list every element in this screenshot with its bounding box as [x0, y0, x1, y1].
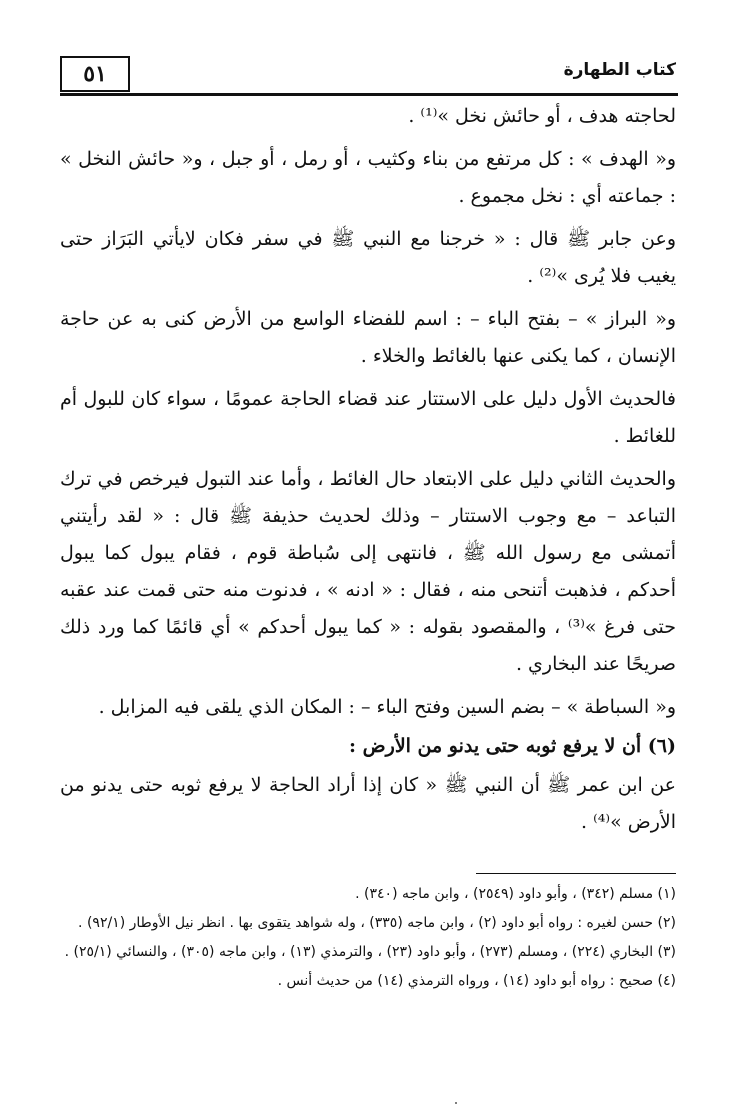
footnote: (٢) حسن لغيره : رواه أبو داود (٢) ، وابن ماجه (٣٣٥) ، وله شواهد يتقوى بها . انظر نيل الأوطار (٩٢/١) . [78, 915, 676, 931]
section-heading: (٦) أن لا يرفع ثوبه حتى يدنو من الأرض : [349, 735, 676, 757]
footnote: (٤) صحيح : رواه أبو داود (١٤) ، ورواه الترمذي (١٤) من حديث أنس . [277, 973, 676, 989]
paragraph: و« البراز » – بفتح الباء – : اسم للفضاء الواسع من الأرض كنى به عن حاجة الإنسان ، كما يكنى عنها بالغائط والخلاء . [60, 308, 676, 367]
paragraph: و« السباطة » – بضم السين وفتح الباء – : المكان الذي يلقى فيه المزابل . [98, 696, 676, 718]
paragraph: عن ابن عمر ﷺ أن النبي ﷺ « كان إذا أراد الحاجة لا يرفع ثوبه حتى يدنو من الأرض »⁽⁴⁾ . [60, 774, 676, 833]
footnote-divider [476, 873, 676, 874]
paragraph: و« الهدف » : كل مرتفع من بناء وكثيب ، أو رمل ، أو جبل ، و« حائش النخل » : جماعته أي : نخل مجموع . [60, 148, 676, 207]
paragraph: وعن جابر ﷺ قال : « خرجنا مع النبي ﷺ في سفر فكان لايأتي البَرَاز حتى يغيب فلا يُرى »⁽²⁾ . [60, 228, 676, 287]
paragraph: فالحديث الأول دليل على الاستتار عند قضاء الحاجة عمومًا ، سواء كان للبول أم للغائط . [60, 388, 676, 447]
footnotes [60, 880, 676, 996]
footnote: (٣) البخاري (٢٢٤) ، ومسلم (٢٧٣) ، وأبو داود (٢٣) ، والترمذي (١٣) ، وابن ماجه (٣٠٥) ، والنسائي (٢٥/١) . [64, 944, 676, 960]
chapter-title: كتاب الطهارة [563, 60, 676, 80]
header-divider [60, 93, 678, 96]
paragraph: لحاجته هدف ، أو حائش نخل »⁽¹⁾ . [408, 105, 676, 127]
page-number [60, 56, 130, 92]
scan-speck [455, 1102, 457, 1104]
main-text [60, 98, 676, 847]
paragraph: والحديث الثاني دليل على الابتعاد حال الغائط ، وأما عند التبول فيرخص في ترك التباعد – مع وجوب الاستتار – وذلك لحديث حذيفة ﷺ قال : « لقد رأيتني أتمشى مع رسول الله ﷺ ، فانتهى إلى سُباطة قوم ، فقام يبول كما يبول أحدكم ، فذهبت أتنحى منه ، فقال : « ادنه » ، فدنوت منه حتى قمت عند عقبه حتى فرغ »⁽³⁾ ، والمقصود بقوله : « كما يبول أحدكم » أي قائمًا كما ورد ذلك صريحًا عند البخاري . [60, 468, 676, 675]
page-number-text: ٥١ [83, 61, 107, 87]
footnote: (١) مسلم (٣٤٢) ، وأبو داود (٢٥٤٩) ، وابن ماجه (٣٤٠) . [355, 886, 676, 902]
